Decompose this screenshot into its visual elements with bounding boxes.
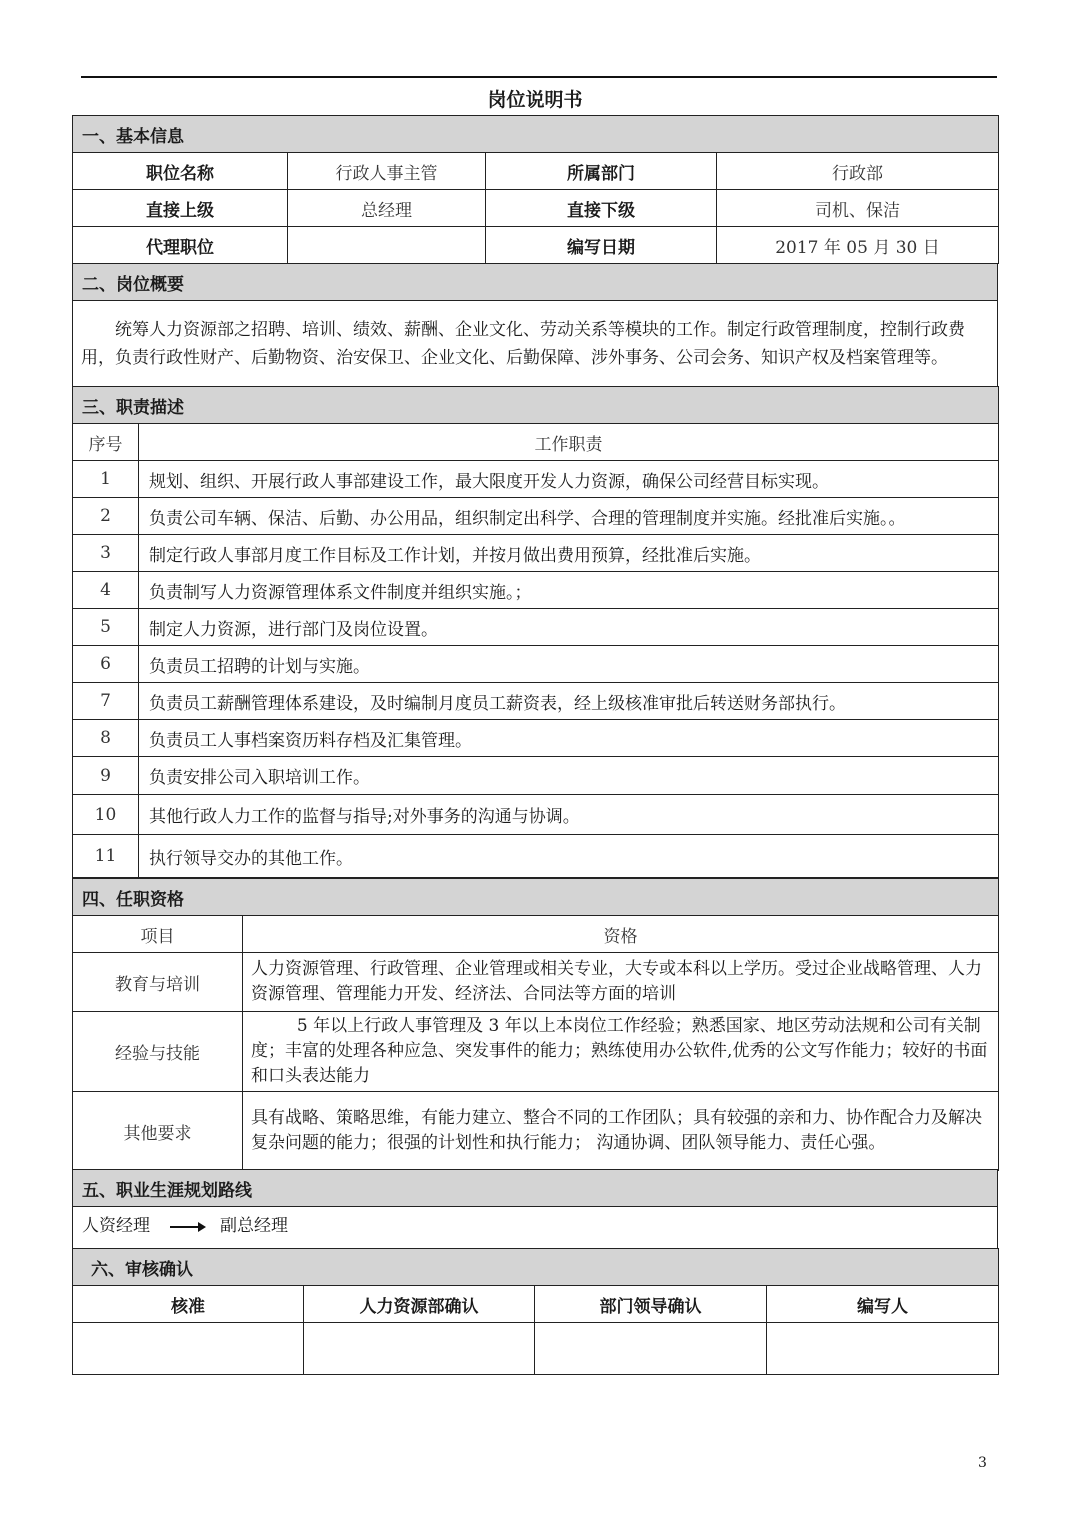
section-heading-career: 五、职业生涯规划路线 bbox=[73, 1170, 998, 1207]
duty-no: 2 bbox=[73, 498, 139, 535]
career-to: 副总经理 bbox=[220, 1216, 288, 1236]
duty-no: 9 bbox=[73, 757, 139, 795]
table-row bbox=[73, 572, 999, 609]
review-cell-hr[interactable] bbox=[304, 1323, 535, 1375]
duty-text: 负责员工人事档案资历料存档及汇集管理。 bbox=[139, 720, 999, 757]
value-direct-superior: 总经理 bbox=[288, 190, 486, 227]
table-row bbox=[73, 683, 999, 720]
review-cell-author[interactable] bbox=[767, 1323, 999, 1375]
section-heading-qualifications: 四、任职资格 bbox=[73, 879, 999, 916]
section-heading-basic: 一、基本信息 bbox=[73, 116, 999, 153]
table-row bbox=[73, 646, 999, 683]
duty-no: 5 bbox=[73, 609, 139, 646]
career-table bbox=[72, 1169, 998, 1249]
duty-text: 制定人力资源，进行部门及岗位设置。 bbox=[139, 609, 999, 646]
basic-info-table bbox=[72, 115, 999, 264]
review-table bbox=[72, 1248, 999, 1375]
col-header-duty: 工作职责 bbox=[139, 424, 999, 461]
duty-text: 制定行政人事部月度工作目标及工作计划，并按月做出费用预算，经批准后实施。 bbox=[139, 535, 999, 572]
table-row bbox=[73, 1092, 999, 1171]
section-heading-review: 六、审核确认 bbox=[73, 1249, 999, 1286]
top-rule bbox=[81, 76, 997, 78]
career-from: 人资经理 bbox=[82, 1216, 150, 1236]
duty-no: 4 bbox=[73, 572, 139, 609]
review-col-author: 编写人 bbox=[767, 1286, 999, 1323]
duty-no: 7 bbox=[73, 683, 139, 720]
label-deputy-position: 代理职位 bbox=[73, 227, 288, 264]
qual-item: 经验与技能 bbox=[73, 1012, 243, 1092]
duty-text: 执行领导交办的其他工作。 bbox=[139, 835, 999, 878]
document-title: 岗位说明书 bbox=[487, 89, 583, 111]
duty-text: 负责制写人力资源管理体系文件制度并组织实施。； bbox=[139, 572, 999, 609]
qual-item: 其他要求 bbox=[73, 1092, 243, 1171]
review-cell-dept-leader[interactable] bbox=[535, 1323, 767, 1375]
qual-text: 人力资源管理、行政管理、企业管理或相关专业，大专或本科以上学历。受过企业战略管理、人力资源管理、管理能力开发、经济法、合同法等方面的培训 bbox=[243, 953, 999, 1012]
duty-text: 负责公司车辆、保洁、后勤、办公用品，组织制定出科学、合理的管理制度并实施。经批准后实施。。 bbox=[139, 498, 999, 535]
duty-text: 负责员工薪酬管理体系建设，及时编制月度员工薪资表，经上级核准审批后转送财务部执行。 bbox=[139, 683, 999, 720]
qual-text: 5 年以上行政人事管理及 3 年以上本岗位工作经验；熟悉国家、地区劳动法规和公司有关制度；丰富的处理各种应急、突发事件的能力；熟练使用办公软件,优秀的公文写作能力；较好的书面和口头表达能力 bbox=[243, 1012, 999, 1092]
career-path bbox=[73, 1207, 998, 1249]
table-row bbox=[73, 757, 999, 795]
overview-table bbox=[72, 263, 998, 387]
duty-no: 3 bbox=[73, 535, 139, 572]
duty-no: 6 bbox=[73, 646, 139, 683]
table-row bbox=[73, 535, 999, 572]
duty-no: 8 bbox=[73, 720, 139, 757]
qual-text: 具有战略、策略思维，有能力建立、整合不同的工作团队；具有较强的亲和力、协作配合力及解决复杂问题的能力；很强的计划性和执行能力； 沟通协调、团队领导能力、责任心强。 bbox=[243, 1092, 999, 1171]
duty-text: 其他行政人力工作的监督与指导;对外事务的沟通与协调。 bbox=[139, 795, 999, 835]
table-row bbox=[73, 720, 999, 757]
table-row bbox=[73, 1012, 999, 1092]
label-position-name: 职位名称 bbox=[73, 153, 288, 190]
qual-item: 教育与培训 bbox=[73, 953, 243, 1012]
table-row bbox=[73, 461, 999, 498]
review-col-hr: 人力资源部确认 bbox=[304, 1286, 535, 1323]
label-date: 编写日期 bbox=[486, 227, 717, 264]
review-col-dept-leader: 部门领导确认 bbox=[535, 1286, 767, 1323]
duty-no: 11 bbox=[73, 835, 139, 878]
page-number: 3 bbox=[978, 1455, 987, 1471]
value-position-name: 行政人事主管 bbox=[288, 153, 486, 190]
table-row bbox=[73, 498, 999, 535]
label-department: 所属部门 bbox=[486, 153, 717, 190]
value-date: 2017 年 05 月 30 日 bbox=[717, 227, 999, 264]
value-department: 行政部 bbox=[717, 153, 999, 190]
duty-no: 1 bbox=[73, 461, 139, 498]
table-row bbox=[73, 795, 999, 835]
review-col-approve: 核准 bbox=[73, 1286, 304, 1323]
duties-table bbox=[72, 386, 999, 878]
duty-text: 负责安排公司入职培训工作。 bbox=[139, 757, 999, 795]
arrow-right-icon bbox=[170, 1222, 206, 1232]
duty-no: 10 bbox=[73, 795, 139, 835]
col-header-no: 序号 bbox=[73, 424, 139, 461]
col-header-item: 项目 bbox=[73, 916, 243, 953]
table-row bbox=[73, 835, 999, 878]
table-row bbox=[73, 953, 999, 1012]
col-header-qualification: 资格 bbox=[243, 916, 999, 953]
table-row bbox=[73, 609, 999, 646]
section-heading-overview: 二、岗位概要 bbox=[73, 264, 998, 301]
duty-text: 规划、组织、开展行政人事部建设工作，最大限度开发人力资源，确保公司经营目标实现。 bbox=[139, 461, 999, 498]
duty-text: 负责员工招聘的计划与实施。 bbox=[139, 646, 999, 683]
label-direct-subordinate: 直接下级 bbox=[486, 190, 717, 227]
label-direct-superior: 直接上级 bbox=[73, 190, 288, 227]
value-deputy-position bbox=[288, 227, 486, 264]
value-direct-subordinate: 司机、保洁 bbox=[717, 190, 999, 227]
overview-text: 统筹人力资源部之招聘、培训、绩效、薪酬、企业文化、劳动关系等模块的工作。制定行政管理制度，控制行政费用，负责行政性财产、后勤物资、治安保卫、企业文化、后勤保障、涉外事务、公司会务、知识产权及档案管理等。 bbox=[73, 301, 998, 387]
section-heading-duties: 三、职责描述 bbox=[73, 387, 999, 424]
qualifications-table bbox=[72, 878, 999, 1171]
review-cell-approve[interactable] bbox=[73, 1323, 304, 1375]
